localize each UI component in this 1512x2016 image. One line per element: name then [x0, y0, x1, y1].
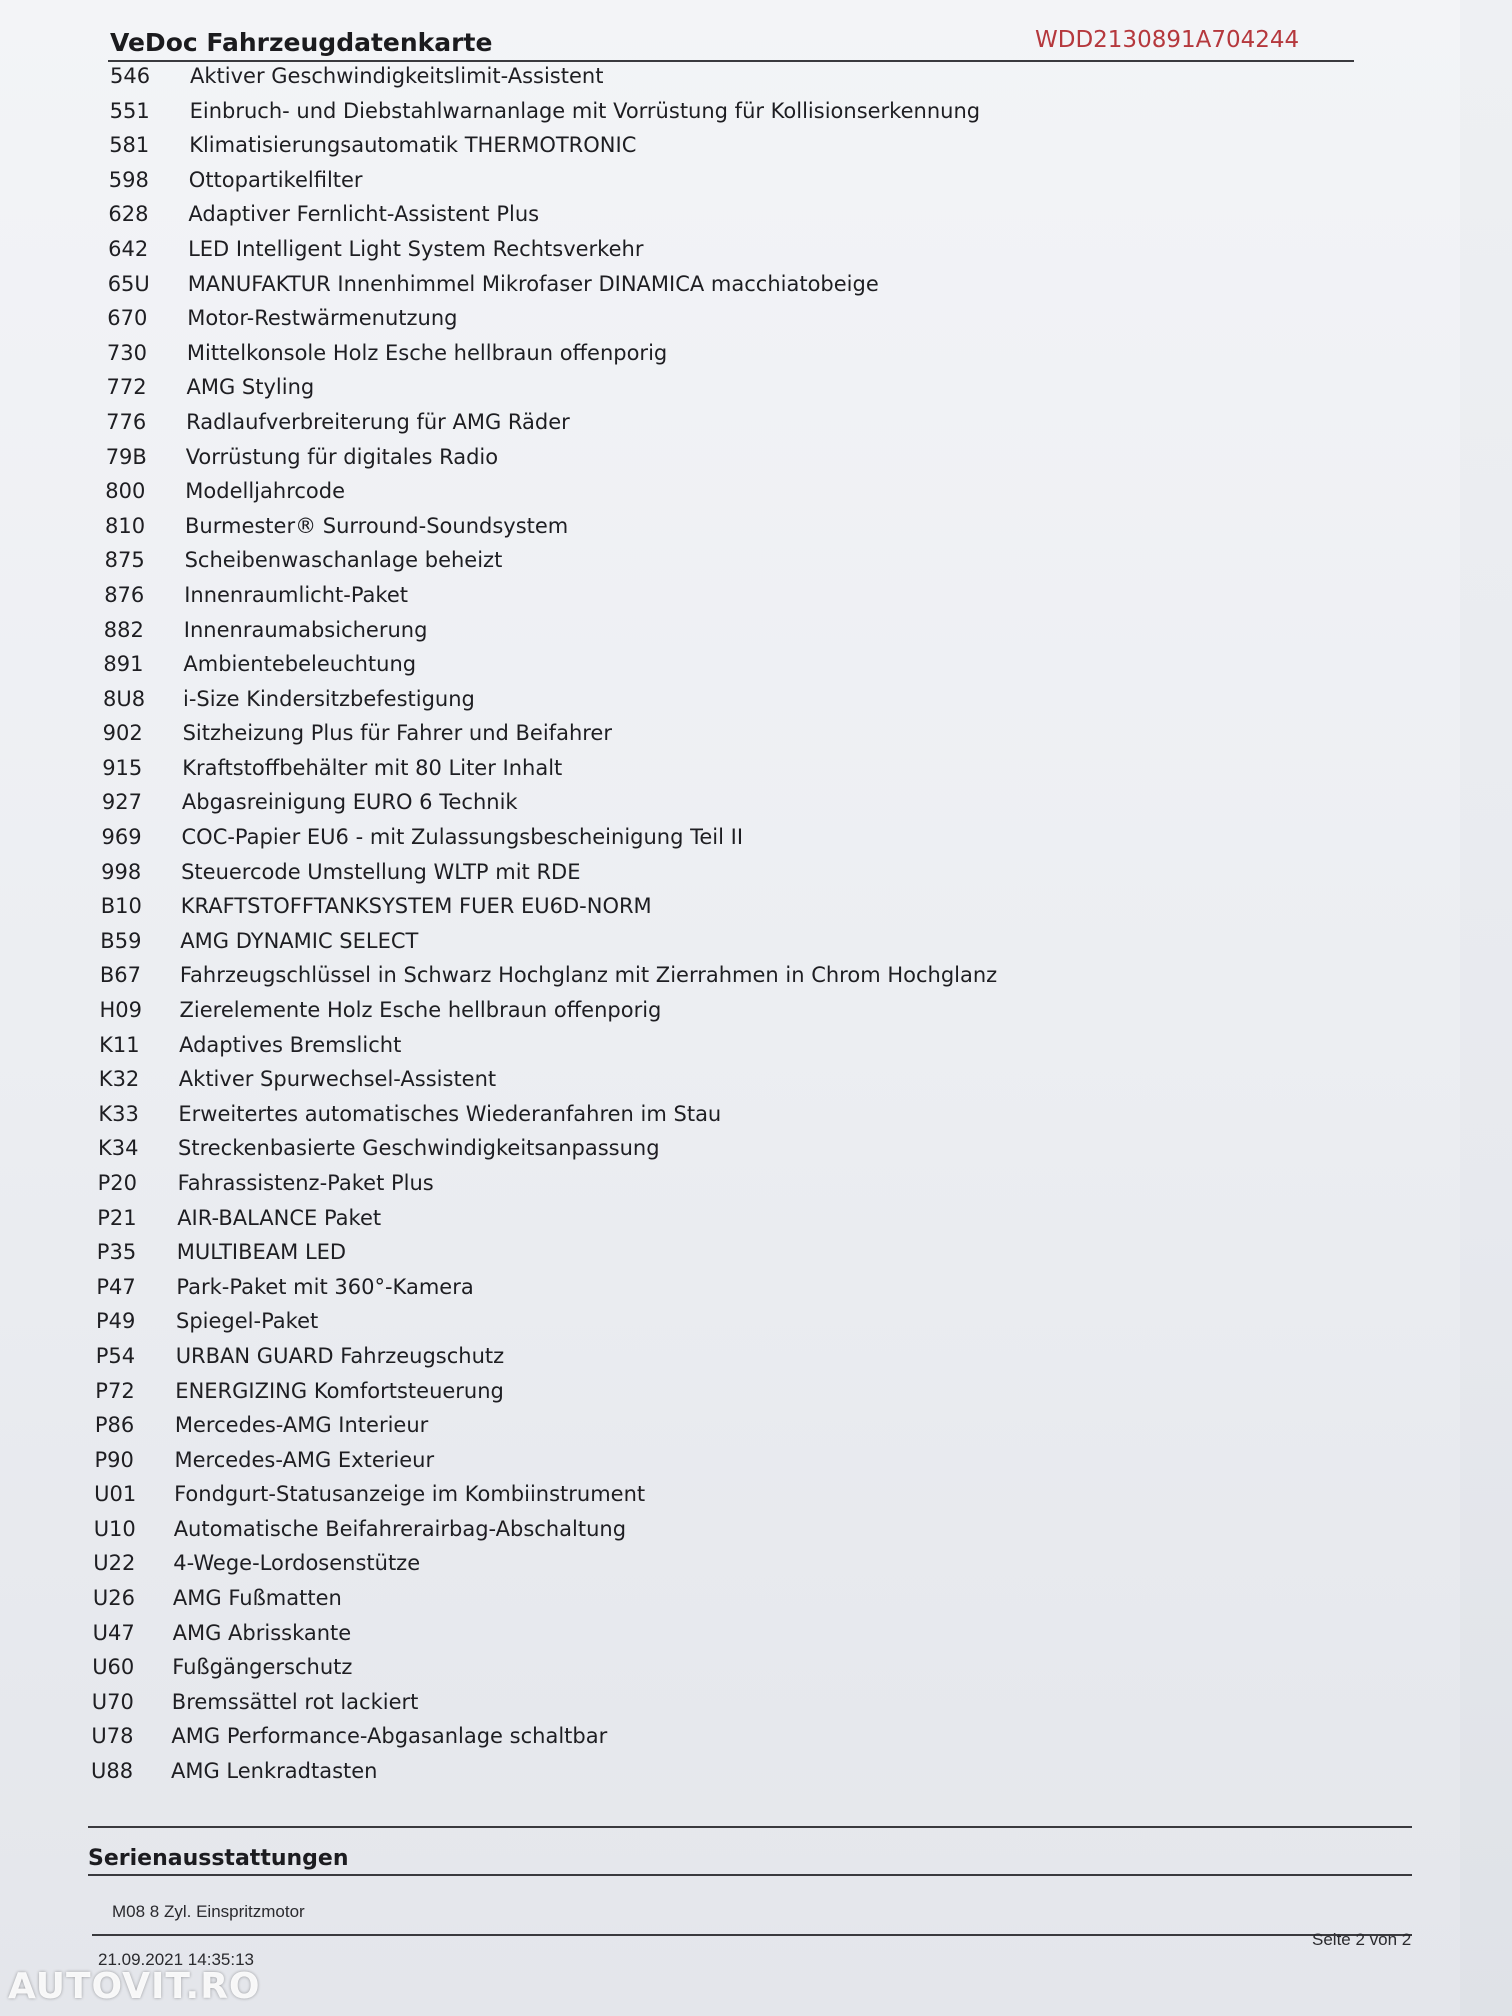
- option-row: [108, 199, 539, 229]
- option-row: [98, 1099, 721, 1129]
- option-row: [96, 1341, 504, 1371]
- option-description: Kraftstoffbehälter mit 80 Liter Inhalt: [182, 755, 563, 780]
- option-description: AIR-BALANCE Paket: [177, 1205, 382, 1230]
- option-description: ENERGIZING Komfortsteuerung: [175, 1378, 504, 1403]
- option-description: Adaptiver Fernlicht-Assistent Plus: [188, 202, 540, 227]
- option-description: Vorrüstung für digitales Radio: [185, 444, 499, 469]
- option-description: Ottopartikelfilter: [188, 167, 363, 192]
- option-row: [100, 926, 418, 956]
- option-code: 800: [105, 479, 146, 504]
- option-code: 891: [103, 652, 144, 677]
- option-code: P54: [95, 1343, 136, 1368]
- option-row: [99, 1064, 496, 1094]
- option-description: Fußgängerschutz: [172, 1655, 353, 1680]
- option-row: [107, 338, 667, 368]
- option-code: U78: [91, 1724, 134, 1749]
- option-row: [102, 787, 518, 817]
- option-code: 65U: [107, 271, 150, 296]
- document-title: VeDoc Fahrzeugdatenkarte: [110, 28, 493, 57]
- option-code: 875: [104, 548, 145, 573]
- option-row: [95, 1445, 435, 1475]
- option-code: 670: [107, 306, 148, 331]
- option-row: [103, 649, 416, 679]
- option-code: 581: [109, 133, 150, 158]
- option-code: K32: [98, 1067, 140, 1092]
- option-description: Mittelkonsole Holz Esche hellbraun offenporig: [186, 340, 668, 365]
- option-description: MANUFAKTUR Innenhimmel Mikrofaser DINAMICA macchiatobeige: [187, 271, 879, 296]
- option-description: Modelljahrcode: [185, 479, 346, 504]
- option-code: K11: [99, 1032, 140, 1057]
- option-code: K34: [98, 1136, 139, 1161]
- option-row: [108, 269, 879, 299]
- option-code: 598: [108, 167, 149, 192]
- option-code: U60: [92, 1655, 135, 1680]
- option-row: [97, 1237, 346, 1267]
- option-code: 915: [102, 755, 143, 780]
- option-code: P35: [96, 1240, 137, 1265]
- option-row: [93, 1548, 420, 1578]
- option-description: AMG DYNAMIC SELECT: [180, 928, 419, 953]
- option-row: [104, 580, 408, 610]
- footer-divider: [92, 1934, 1412, 1936]
- option-code: 79B: [105, 444, 147, 469]
- option-description: 4-Wege-Lordosenstütze: [173, 1551, 421, 1576]
- option-description: Aktiver Geschwindigkeitslimit-Assistent: [190, 64, 604, 88]
- option-description: Spiegel-Paket: [176, 1309, 319, 1334]
- option-description: Streckenbasierte Geschwindigkeitsanpassung: [178, 1136, 660, 1161]
- option-row: [98, 1133, 660, 1163]
- option-code: 927: [101, 790, 142, 815]
- option-code: 642: [108, 237, 149, 261]
- option-row: [107, 303, 457, 333]
- option-description: Erweitertes automatisches Wiederanfahren im Stau: [178, 1101, 722, 1126]
- option-row: [103, 684, 475, 714]
- option-description: Zierelemente Holz Esche hellbraun offenporig: [179, 998, 662, 1022]
- option-code: 546: [110, 64, 151, 88]
- option-description: Steuercode Umstellung WLTP mit RDE: [181, 859, 581, 884]
- option-description: Ambientebeleuchtung: [183, 652, 417, 677]
- option-row: [97, 1203, 381, 1233]
- option-description: Park-Paket mit 360°-Kamera: [176, 1274, 474, 1299]
- option-description: URBAN GUARD Fahrzeugschutz: [175, 1343, 505, 1368]
- option-description: Radlaufverbreiterung für AMG Räder: [186, 409, 570, 434]
- option-code: P49: [96, 1309, 136, 1334]
- option-row: [94, 1479, 645, 1509]
- option-description: COC-Papier EU6 - mit Zulassungsbescheinigung Teil II: [181, 825, 744, 849]
- option-row: [108, 234, 643, 264]
- option-row: [109, 165, 363, 195]
- option-description: Abgasreinigung EURO 6 Technik: [181, 790, 518, 815]
- vin-number: WDD2130891A704244: [1035, 27, 1300, 53]
- series-section-title: Serienausstattungen: [88, 1846, 349, 1871]
- option-code: P21: [97, 1205, 137, 1230]
- option-code: P90: [94, 1447, 134, 1472]
- option-row: [105, 476, 345, 506]
- option-row: [101, 857, 580, 887]
- option-description: MULTIBEAM LED: [176, 1240, 347, 1265]
- option-description: Innenraumlicht-Paket: [184, 582, 408, 607]
- series-item: M08 8 Zyl. Einspritzmotor: [112, 1902, 305, 1921]
- option-description: i-Size Kindersitzbefestigung: [183, 686, 475, 711]
- option-description: AMG Styling: [186, 375, 315, 400]
- option-description: AMG Performance-Abgasanlage schaltbar: [171, 1724, 608, 1749]
- option-description: LED Intelligent Light System Rechtsverkehr: [188, 237, 644, 261]
- option-row: [100, 960, 997, 990]
- option-description: Scheibenwaschanlage beheizt: [184, 548, 503, 573]
- option-code: 969: [101, 825, 142, 849]
- option-code: 730: [106, 340, 147, 365]
- option-description: Motor-Restwärmenutzung: [187, 306, 458, 331]
- option-row: [103, 718, 612, 748]
- option-row: [95, 1376, 504, 1406]
- print-date: 21.09.2021 14:35:13: [98, 1950, 254, 1969]
- option-row: [102, 822, 744, 852]
- option-row: [93, 1618, 352, 1648]
- option-code: B10: [100, 894, 142, 919]
- option-description: Klimatisierungsautomatik THERMOTRONIC: [189, 133, 637, 158]
- option-code: 876: [104, 582, 145, 607]
- option-code: 628: [108, 202, 149, 227]
- option-row: [106, 442, 498, 472]
- page-number: Seite 2 von 2: [1312, 1930, 1412, 1949]
- option-description: Sitzheizung Plus für Fahrer und Beifahrer: [182, 721, 612, 746]
- option-code: U01: [94, 1482, 137, 1507]
- option-description: Burmester® Surround-Soundsystem: [185, 513, 569, 538]
- option-description: Fondgurt-Statusanzeige im Kombiinstrument: [174, 1482, 646, 1507]
- option-row: [96, 1272, 473, 1302]
- option-description: AMG Fußmatten: [172, 1586, 342, 1610]
- option-row: [107, 372, 315, 402]
- series-divider: [88, 1874, 1412, 1876]
- option-code: K33: [98, 1101, 139, 1126]
- option-code: 551: [109, 98, 150, 123]
- option-description: AMG Lenkradtasten: [171, 1759, 378, 1783]
- option-code: 772: [106, 375, 147, 400]
- option-row: [98, 1168, 434, 1198]
- option-description: Mercedes-AMG Interieur: [174, 1413, 429, 1438]
- option-row: [93, 1583, 342, 1613]
- option-code: 902: [102, 721, 143, 746]
- option-row: [105, 511, 568, 541]
- option-row: [106, 407, 570, 437]
- option-code: P86: [94, 1413, 135, 1438]
- option-description: Fahrassistenz-Paket Plus: [177, 1170, 434, 1195]
- option-description: Einbruch- und Diebstahlwarnanlage mit Vorrüstung für Kollisionserkennung: [189, 98, 981, 123]
- list-end-divider: [88, 1826, 1412, 1828]
- option-description: Automatische Beifahrerairbag-Abschaltung: [173, 1516, 627, 1541]
- option-description: Aktiver Spurwechsel-Assistent: [178, 1067, 497, 1092]
- option-code: U47: [92, 1620, 135, 1645]
- option-code: P72: [95, 1378, 135, 1403]
- option-row: [109, 130, 636, 160]
- option-code: P20: [97, 1170, 137, 1195]
- option-description: Mercedes-AMG Exterieur: [174, 1447, 435, 1472]
- option-description: Innenraumabsicherung: [183, 617, 428, 642]
- option-code: 776: [106, 409, 147, 434]
- option-code: B67: [99, 963, 142, 988]
- option-code: U26: [92, 1586, 135, 1610]
- option-row: [101, 891, 652, 921]
- option-code: 810: [105, 513, 146, 538]
- option-code: 998: [101, 859, 142, 884]
- option-row: [110, 96, 981, 126]
- option-row: [104, 615, 428, 645]
- option-row: [91, 1721, 607, 1751]
- option-code: U70: [91, 1689, 134, 1714]
- option-row: [96, 1306, 318, 1336]
- option-row: [95, 1410, 428, 1440]
- watermark-logo: AUTOVIT.RO: [8, 1966, 261, 2007]
- option-row: [92, 1652, 352, 1682]
- option-code: 882: [103, 617, 144, 642]
- option-code: B59: [100, 928, 142, 953]
- option-row: [99, 1030, 401, 1060]
- option-row: [100, 995, 662, 1025]
- option-code: H09: [99, 998, 143, 1022]
- option-row: [91, 1756, 378, 1786]
- option-row: [105, 545, 503, 575]
- option-code: P47: [96, 1274, 136, 1299]
- option-description: Adaptives Bremslicht: [179, 1032, 402, 1057]
- option-row: [110, 61, 603, 91]
- option-description: AMG Abrisskante: [172, 1620, 352, 1645]
- option-row: [94, 1514, 626, 1544]
- option-description: KRAFTSTOFFTANKSYSTEM FUER EU6D-NORM: [180, 894, 652, 919]
- option-code: U22: [93, 1551, 136, 1576]
- option-code: 8U8: [103, 686, 146, 711]
- option-description: Bremssättel rot lackiert: [171, 1689, 419, 1714]
- option-code: U88: [91, 1759, 134, 1783]
- option-row: [102, 753, 562, 783]
- option-code: U10: [93, 1516, 136, 1541]
- option-row: [92, 1687, 419, 1717]
- option-description: Fahrzeugschlüssel in Schwarz Hochglanz mit Zierrahmen in Chrom Hochglanz: [179, 963, 998, 988]
